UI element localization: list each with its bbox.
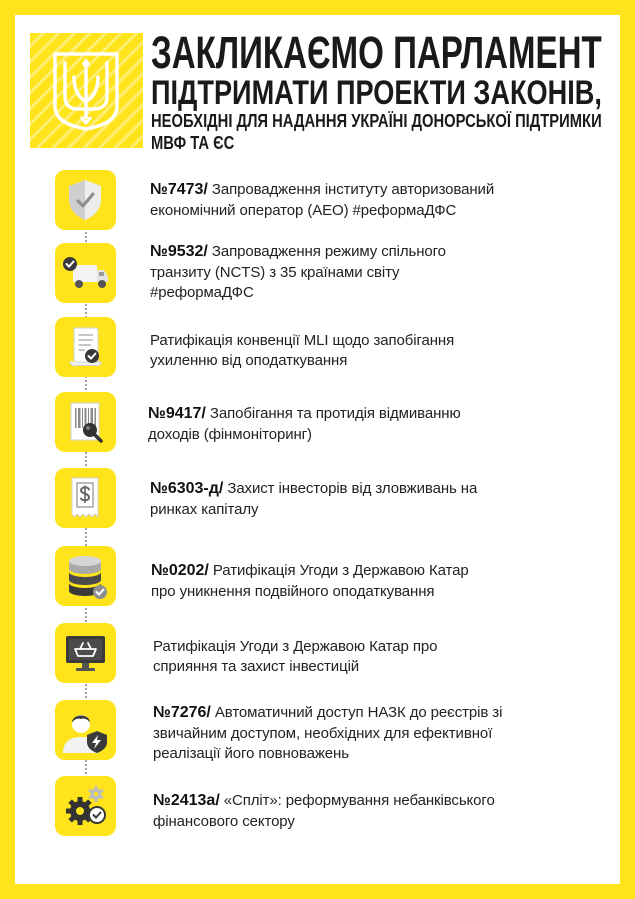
item-first-line: [153, 702, 502, 724]
list-item: [0, 317, 635, 383]
shield-check-icon: [55, 170, 116, 230]
item-first-line: [150, 241, 446, 263]
item-text-line: Ратифікація Угоди з Державою Катар про: [153, 638, 438, 655]
list-item: [0, 546, 635, 612]
item-first-line: [153, 790, 495, 812]
item-text-line: Запровадження інституту авторизований: [211, 181, 495, 198]
page-subtitle: ПІДТРИМАТИ ПРОЕКТИ ЗАКОНІВ,: [151, 74, 602, 112]
item-first-line: [148, 403, 461, 425]
item-text-line: Автоматичний доступ НАЗК до реєстрів зі: [214, 704, 503, 721]
item-text-line: сприяння та захист інвестицій: [153, 658, 360, 675]
item-text-line: #реформаДФС: [150, 284, 254, 301]
item-text-line: Запровадження режиму спільного: [211, 243, 446, 260]
item-text-line: «Спліт»: реформування небанківського: [223, 792, 495, 809]
database-check-icon: [55, 546, 116, 606]
item-number: №6303-д/: [150, 480, 224, 497]
item-number: №9417/: [148, 405, 206, 422]
list-item: [0, 243, 635, 309]
item-text-line: економічний оператор (АЕО) #реформаДФС: [150, 202, 457, 219]
item-number: №9532/: [150, 243, 208, 260]
item-description: [153, 702, 502, 764]
item-first-line: [150, 478, 477, 500]
item-first-line: [151, 560, 469, 582]
item-text-line: звичайним доступом, необхідних для ефективної: [153, 725, 493, 742]
item-number: №0202/: [151, 562, 209, 579]
trident-icon: [52, 51, 120, 131]
list-item: [0, 392, 635, 458]
item-number: №7276/: [153, 704, 211, 721]
item-first-line: [150, 179, 494, 201]
list-item: [0, 623, 635, 689]
item-text-line: Ратифікація Угоди з Державою Катар: [212, 562, 469, 579]
item-text-line: ринках капіталу: [150, 501, 259, 518]
item-text-line: реалізації його повноважень: [153, 745, 349, 762]
item-description: [150, 179, 494, 221]
item-text-line: Захист інвесторів від зловживань на: [227, 480, 478, 497]
item-number: №7473/: [150, 181, 208, 198]
item-text-line: ухиленню від оподаткування: [150, 352, 348, 369]
item-text-line: Ратифікація конвенції MLI щодо запобігання: [150, 332, 455, 349]
monitor-basket-icon: [55, 623, 116, 683]
item-text-line: транзиту (NCTS) з 35 країнами світу: [150, 264, 400, 281]
list-item: [0, 776, 635, 842]
item-description: [151, 560, 469, 602]
item-description: [153, 790, 495, 832]
subtitle-detail-line: МВФ ТА ЄС: [151, 133, 235, 153]
gears-check-icon: [55, 776, 116, 836]
emblem-badge: [30, 33, 143, 148]
list-item: [0, 170, 635, 236]
list-item: [0, 468, 635, 534]
receipt-dollar-icon: [55, 468, 116, 528]
item-number: №2413а/: [153, 792, 220, 809]
subtitle-detail-line: НЕОБХІДНІ ДЛЯ НАДАННЯ УКРАЇНІ ДОНОРСЬКОЇ ПІДТРИМКИ: [151, 111, 602, 131]
item-description: [150, 478, 477, 520]
item-text-line: про уникнення подвійного оподаткування: [151, 583, 435, 600]
item-description: [150, 241, 446, 303]
truck-check-icon: [55, 243, 116, 303]
item-text-line: Запобігання та протидія відмиванню: [209, 405, 461, 422]
document-check-icon: [55, 317, 116, 377]
list-item: [0, 700, 635, 766]
item-description: [153, 637, 437, 677]
page-title: ЗАКЛИКАЄМО ПАРЛАМЕНТ: [151, 27, 602, 78]
item-text-line: доходів (фінмоніторинг): [148, 426, 312, 443]
user-shield-icon: [55, 700, 116, 760]
item-text-line: фінансового сектору: [153, 813, 295, 830]
item-description: [148, 403, 461, 445]
item-description: [150, 331, 454, 371]
subtitle-detail: [151, 110, 602, 154]
barcode-search-icon: [55, 392, 116, 452]
